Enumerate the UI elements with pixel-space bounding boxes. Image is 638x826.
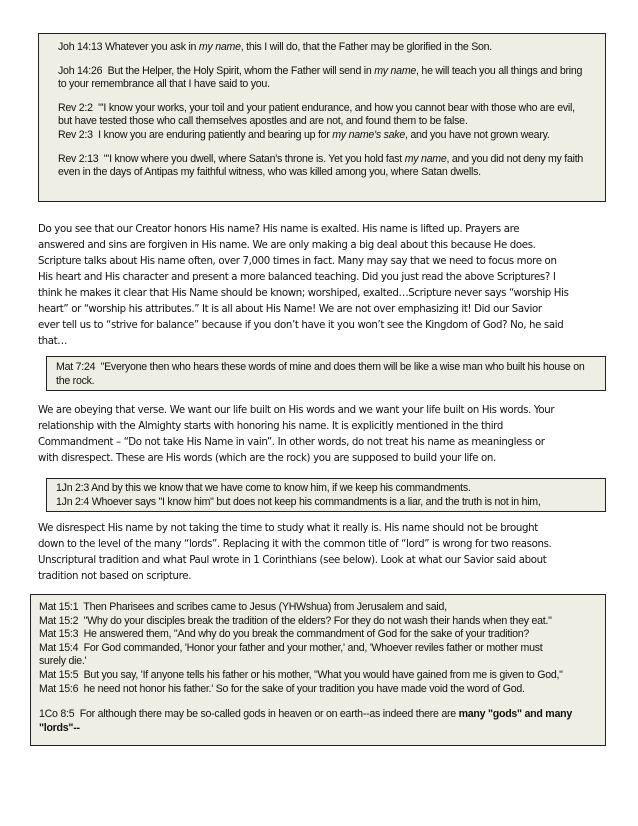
paragraph-line: His heart and His character and present a more balanced teaching. Did you just read the above Scriptures? I [38, 272, 556, 283]
verse-line: the rock. [56, 374, 95, 387]
verse-line: Mat 15:6 he need not honor his father.' So for the sake of your tradition you have made void the word of God. [39, 682, 525, 695]
verse-line: Mat 15:2 "Why do your disciples break the tradition of the elders? For they do not wash their hands when they eat." [39, 614, 552, 627]
paragraph-line: think he makes it clear that His Name should be known; worshiped, exalted…Scripture never says “worship His [38, 288, 569, 299]
scripture-box-1-john [46, 478, 606, 512]
verse-line-1co-8-5: 1Co 8:5 For although there may be so-called gods in heaven or on earth--as indeed there are many "gods" and many [39, 708, 572, 721]
verse-line: Joh 14:13 Whatever you ask in my name, this I will do, that the Father may be glorified in the Son. [58, 41, 492, 53]
paragraph-line: tradition not based on scripture. [38, 571, 192, 582]
verse-line: Mat 15:1 Then Pharisees and scribes came to Jesus (YHWshua) from Jerusalem and said, [39, 601, 447, 613]
paragraph-line: Scripture talks about His name often, over 7,000 times in fact. Many may say that we need to focus more on [38, 256, 557, 267]
verse-line: but have tested those who call themselves apostles and are not, and found them to be false. [58, 115, 468, 128]
verse-line: Joh 14:26 But the Helper, the Holy Spirit, whom the Father will send in my name, he will teach you all things and bring [58, 64, 583, 77]
verse-line: Mat 15:4 For God commanded, 'Honor your father and your mother,' and, 'Whoever reviles father or mother must [39, 641, 543, 654]
body-paragraph-3 [38, 521, 606, 585]
paragraph-line: that… [38, 336, 68, 347]
body-paragraph-1 [38, 222, 606, 350]
paragraph-line: heart” or “worship his attributes.” It is all about His Name! We are not over emphasizing it! Did our Savior [38, 304, 542, 315]
verse-line: Rev 2:13 "'I know where you dwell, where Satan's throne is. Yet you hold fast my name, and you did not deny my faith [58, 152, 584, 165]
verse-line: Mat 7:24 "Everyone then who hears these words of mine and does them will be like a wise man who built his house on [56, 361, 585, 373]
scripture-box-mat-15 [30, 594, 606, 746]
paragraph-line: Unscriptural tradition and what Paul wrote in 1 Corinthians (see below). Look at what our Savior said about [38, 555, 547, 566]
scripture-box-name-verses [38, 33, 606, 202]
verse-line: to your remembrance all that I have said to you. [58, 78, 270, 91]
paragraph-line: answered and sins are forgiven in His name. We are only making a big deal about this because He does. [38, 240, 536, 251]
paragraph-line: We disrespect His name by not taking the time to study what it really is. His name should not be brought [38, 523, 538, 534]
verse-line: Rev 2:2 "'I know your works, your toil and your patient endurance, and how you cannot bear with those who are evil, [58, 101, 575, 114]
body-paragraph-2 [38, 403, 606, 467]
paragraph-line: down to the level of the many “lords”. Replacing it with the common title of “lord” is wrong for two reasons. [38, 539, 552, 550]
verse-line: 1Jn 2:3 And by this we know that we have come to know him, if we keep his commandments. [56, 482, 471, 494]
paragraph-line: relationship with the Almighty starts with honoring his name. It is explicitly mentioned in the third [38, 421, 503, 432]
verse-line-1co-8-5-cont: "lords"-- [39, 721, 80, 734]
verse-line: 1Jn 2:4 Whoever says "I know him" but does not keep his commandments is a liar, and the truth is not in him, [56, 495, 541, 508]
verse-line: Rev 2:3 I know you are enduring patiently and bearing up for my name's sake, and you have not grown weary. [58, 128, 550, 141]
verse-line: Mat 15:5 But you say, 'If anyone tells his father or his mother, "What you would have gained from me is given to God," [39, 668, 563, 681]
paragraph-line: with disrespect. These are His words (which are the rock) you are supposed to build your life on. [38, 453, 496, 464]
verse-line: surely die.' [39, 655, 87, 668]
verse-line: Mat 15:3 He answered them, "And why do you break the commandment of God for the sake of your tradition? [39, 628, 530, 641]
paragraph-line: Do you see that our Creator honors His name? His name is exalted. His name is lifted up. Prayers are [38, 224, 520, 235]
paragraph-line: ever tell us to “strive for balance” because if you don’t have it you won’t see the Kingdom of God? No, he said [38, 320, 564, 331]
paragraph-line: We are obeying that verse. We want our life built on His words and we want your life built on His words. Your [38, 405, 555, 416]
paragraph-line: Commandment – “Do not take His Name in vain”. In other words, do not treat his name as meaningless or [38, 437, 545, 448]
scripture-box-mat-7-24 [46, 356, 606, 391]
verse-line: even in the days of Antipas my faithful witness, who was killed among you, where Satan dwells. [58, 166, 481, 179]
